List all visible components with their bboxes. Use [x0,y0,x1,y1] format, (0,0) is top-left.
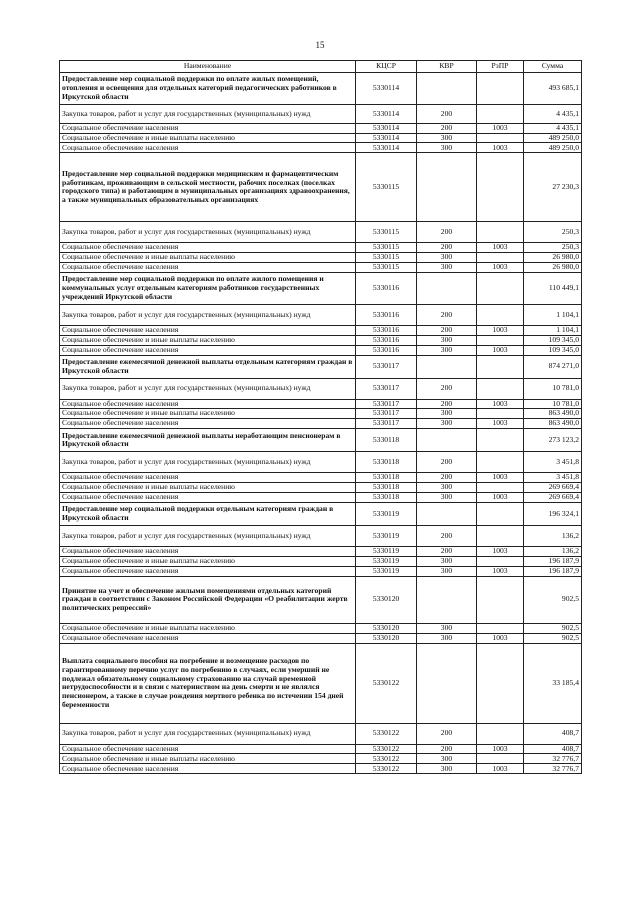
cell-kcsr: 5330118 [356,452,417,473]
cell-rzpr: 1003 [477,419,524,429]
cell-kvr: 200 [417,222,477,243]
cell-rzpr [477,754,524,764]
column-header-kvr: КВР [417,61,477,73]
cell-sum: 250,3 [524,222,582,243]
table-row [60,764,582,774]
cell-sum: 489 250,0 [524,143,582,153]
cell-name: Социальное обеспечение населения [60,764,356,774]
cell-name: Закупка товаров, работ и услуг для государственных (муниципальных) нужд [60,452,356,473]
cell-kcsr: 5330114 [356,73,417,105]
cell-sum: 408,7 [524,723,582,744]
cell-name: Социальное обеспечение населения [60,547,356,557]
cell-sum: 33 185,4 [524,643,582,723]
cell-sum: 1 104,1 [524,304,582,325]
cell-rzpr [477,253,524,263]
cell-rzpr: 1003 [477,566,524,576]
table-row [60,253,582,263]
table-row [60,124,582,134]
cell-rzpr: 1003 [477,764,524,774]
cell-rzpr [477,133,524,143]
cell-rzpr [477,429,524,452]
cell-name: Закупка товаров, работ и услуг для государственных (муниципальных) нужд [60,222,356,243]
cell-kvr [417,355,477,378]
cell-kvr: 300 [417,409,477,419]
table-row [60,623,582,633]
cell-rzpr [477,452,524,473]
page-number: 15 [315,40,325,50]
cell-rzpr [477,73,524,105]
cell-kcsr: 5330119 [356,556,417,566]
cell-kcsr: 5330116 [356,345,417,355]
cell-kcsr: 5330120 [356,623,417,633]
cell-rzpr: 1003 [477,124,524,134]
cell-kvr: 200 [417,526,477,547]
cell-kvr: 300 [417,623,477,633]
cell-rzpr: 1003 [477,243,524,253]
cell-name: Социальное обеспечение населения [60,124,356,134]
table-section-row [60,73,582,105]
cell-sum: 269 669,4 [524,493,582,503]
table-section-row [60,153,582,222]
cell-kcsr: 5330118 [356,493,417,503]
cell-sum: 110 449,1 [524,272,582,304]
table-row [60,566,582,576]
cell-kcsr: 5330122 [356,723,417,744]
cell-kvr [417,503,477,526]
cell-sum: 136,2 [524,526,582,547]
cell-rzpr [477,556,524,566]
cell-kvr: 200 [417,399,477,409]
cell-kcsr: 5330118 [356,473,417,483]
cell-name: Закупка товаров, работ и услуг для государственных (муниципальных) нужд [60,304,356,325]
cell-rzpr [477,643,524,723]
cell-kvr: 300 [417,764,477,774]
table-body [60,73,582,774]
cell-kvr: 300 [417,335,477,345]
cell-name: Выплата социального пособия на погребение и возмещение расходов по гарантированному перечню услуг по погребению в случаях, если умерший не подлежал обязательному социальному страхованию на случай временной нетрудоспособности и в связи с материнством на день смерти и не являлся пенсионером, а также в случае рождения мертвого ребенка по истечении 154 дней беременности [60,643,356,723]
column-header-rzpr: РзПР [477,61,524,73]
cell-kcsr: 5330120 [356,633,417,643]
cell-kvr [417,576,477,623]
cell-sum: 3 451,8 [524,452,582,473]
cell-kcsr: 5330114 [356,133,417,143]
cell-rzpr [477,526,524,547]
cell-sum: 863 490,0 [524,419,582,429]
table-section-row [60,272,582,304]
cell-rzpr: 1003 [477,325,524,335]
cell-name: Социальное обеспечение населения [60,399,356,409]
cell-rzpr: 1003 [477,263,524,273]
cell-sum: 273 123,2 [524,429,582,452]
cell-name: Закупка товаров, работ и услуг для государственных (муниципальных) нужд [60,723,356,744]
table-row [60,526,582,547]
cell-name: Социальное обеспечение и иные выплаты населению [60,253,356,263]
cell-rzpr: 1003 [477,143,524,153]
cell-kcsr: 5330117 [356,355,417,378]
cell-kvr: 300 [417,143,477,153]
cell-kcsr: 5330117 [356,399,417,409]
cell-name: Социальное обеспечение населения [60,473,356,483]
cell-rzpr [477,576,524,623]
table-row [60,473,582,483]
table-section-row [60,643,582,723]
cell-kvr: 200 [417,124,477,134]
cell-name: Предоставление мер социальной поддержки медицинским и фармацевтическим работникам, проживающим в сельской местности, рабочих поселках (поселках городского типа) и работающим в муниципальных организациях здравоохранения, а также муниципальных образовательных организациях [60,153,356,222]
cell-sum: 27 230,3 [524,153,582,222]
cell-kvr: 200 [417,547,477,557]
cell-rzpr [477,723,524,744]
cell-sum: 109 345,0 [524,345,582,355]
cell-sum: 902,5 [524,576,582,623]
table-section-row [60,429,582,452]
cell-sum: 196 187,9 [524,556,582,566]
cell-name: Социальное обеспечение населения [60,744,356,754]
cell-kcsr: 5330116 [356,272,417,304]
table-row [60,243,582,253]
cell-kcsr: 5330122 [356,764,417,774]
cell-sum: 26 980,0 [524,253,582,263]
cell-name: Социальное обеспечение населения [60,633,356,643]
cell-kcsr: 5330117 [356,378,417,399]
cell-sum: 269 669,4 [524,483,582,493]
table-row [60,105,582,124]
cell-sum: 136,2 [524,547,582,557]
cell-kvr: 200 [417,473,477,483]
table-row [60,483,582,493]
cell-kcsr: 5330115 [356,243,417,253]
cell-name: Социальное обеспечение и иные выплаты населению [60,623,356,633]
table-row [60,409,582,419]
cell-rzpr: 1003 [477,473,524,483]
cell-kvr: 300 [417,419,477,429]
cell-name: Предоставление ежемесячной денежной выплаты отдельным категориям граждан в Иркутской области [60,355,356,378]
cell-kcsr: 5330122 [356,744,417,754]
cell-kcsr: 5330122 [356,754,417,764]
cell-sum: 26 980,0 [524,263,582,273]
cell-rzpr: 1003 [477,547,524,557]
cell-name: Принятие на учет и обеспечение жилыми помещениями отдельных категорий граждан в соответствии с Законом Российской Федерации «О реабилитации жертв политических репрессий» [60,576,356,623]
cell-kcsr: 5330114 [356,124,417,134]
cell-rzpr: 1003 [477,633,524,643]
cell-kvr [417,73,477,105]
cell-rzpr [477,355,524,378]
column-header-name: Наименование [60,61,356,73]
cell-rzpr [477,623,524,633]
cell-kvr [417,272,477,304]
cell-kvr: 200 [417,325,477,335]
cell-sum: 32 776,7 [524,764,582,774]
cell-kcsr: 5330115 [356,222,417,243]
cell-kcsr: 5330122 [356,643,417,723]
cell-kcsr: 5330119 [356,547,417,557]
table-row [60,335,582,345]
cell-sum: 196 187,9 [524,566,582,576]
cell-name: Социальное обеспечение населения [60,566,356,576]
table-row [60,304,582,325]
cell-sum: 902,5 [524,633,582,643]
table-row [60,419,582,429]
cell-sum: 32 776,7 [524,754,582,764]
cell-sum: 3 451,8 [524,473,582,483]
cell-name: Социальное обеспечение населения [60,325,356,335]
cell-name: Социальное обеспечение и иные выплаты населению [60,133,356,143]
cell-name: Социальное обеспечение и иные выплаты населению [60,754,356,764]
cell-kvr [417,643,477,723]
cell-kcsr: 5330117 [356,409,417,419]
table-header-row [60,61,582,73]
cell-name: Социальное обеспечение населения [60,243,356,253]
cell-rzpr [477,153,524,222]
cell-name: Социальное обеспечение населения [60,143,356,153]
table-row [60,556,582,566]
cell-kvr: 300 [417,133,477,143]
cell-name: Закупка товаров, работ и услуг для государственных (муниципальных) нужд [60,105,356,124]
cell-rzpr: 1003 [477,744,524,754]
cell-name: Закупка товаров, работ и услуг для государственных (муниципальных) нужд [60,378,356,399]
cell-kvr: 200 [417,723,477,744]
table-row [60,633,582,643]
cell-rzpr [477,335,524,345]
cell-kvr: 300 [417,754,477,764]
cell-kvr: 300 [417,483,477,493]
table-section-row [60,576,582,623]
cell-kcsr: 5330115 [356,253,417,263]
cell-kcsr: 5330119 [356,526,417,547]
cell-kvr: 200 [417,452,477,473]
cell-sum: 109 345,0 [524,335,582,345]
table-row [60,222,582,243]
cell-name: Социальное обеспечение населения [60,345,356,355]
cell-rzpr: 1003 [477,345,524,355]
cell-rzpr: 1003 [477,493,524,503]
table-row [60,345,582,355]
table-row [60,325,582,335]
table-row [60,493,582,503]
cell-rzpr [477,105,524,124]
cell-kcsr: 5330114 [356,143,417,153]
cell-sum: 4 435,1 [524,105,582,124]
table-section-row [60,503,582,526]
cell-sum: 874 271,0 [524,355,582,378]
cell-rzpr [477,222,524,243]
cell-sum: 196 324,1 [524,503,582,526]
cell-kvr: 200 [417,304,477,325]
cell-kcsr: 5330117 [356,419,417,429]
cell-kcsr: 5330115 [356,153,417,222]
cell-name: Предоставление мер социальной поддержки по оплате жилого помещения и коммунальных услуг отдельным категориям работников государственных учреждений Иркутской области [60,272,356,304]
cell-kvr: 300 [417,345,477,355]
cell-sum: 493 685,1 [524,73,582,105]
cell-sum: 10 781,0 [524,399,582,409]
cell-kcsr: 5330114 [356,105,417,124]
cell-kvr [417,429,477,452]
cell-name: Социальное обеспечение и иные выплаты населению [60,483,356,493]
cell-name: Социальное обеспечение населения [60,263,356,273]
table-row [60,452,582,473]
cell-kcsr: 5330116 [356,304,417,325]
table-row [60,754,582,764]
cell-kcsr: 5330118 [356,429,417,452]
table-row [60,399,582,409]
column-header-kcsr: КЦСР [356,61,417,73]
table-row [60,378,582,399]
table-row [60,263,582,273]
cell-kvr: 300 [417,263,477,273]
cell-rzpr [477,272,524,304]
cell-name: Социальное обеспечение и иные выплаты населению [60,556,356,566]
table-section-row [60,355,582,378]
cell-kcsr: 5330115 [356,263,417,273]
cell-sum: 1 104,1 [524,325,582,335]
cell-sum: 10 781,0 [524,378,582,399]
cell-sum: 250,3 [524,243,582,253]
cell-kvr: 300 [417,566,477,576]
table-row [60,133,582,143]
cell-name: Социальное обеспечение и иные выплаты населению [60,409,356,419]
cell-sum: 4 435,1 [524,124,582,134]
cell-kcsr: 5330119 [356,566,417,576]
cell-kvr: 200 [417,243,477,253]
cell-kcsr: 5330118 [356,483,417,493]
cell-rzpr [477,503,524,526]
cell-kvr [417,153,477,222]
cell-name: Социальное обеспечение и иные выплаты населению [60,335,356,345]
cell-kcsr: 5330116 [356,335,417,345]
cell-kvr: 200 [417,744,477,754]
cell-name: Предоставление мер социальной поддержки по оплате жилых помещений, отопления и освещения для отдельных категорий педагогических работников в Иркутской области [60,73,356,105]
cell-name: Предоставление мер социальной поддержки отдельным категориям граждан в Иркутской области [60,503,356,526]
cell-name: Социальное обеспечение населения [60,493,356,503]
cell-name: Закупка товаров, работ и услуг для государственных (муниципальных) нужд [60,526,356,547]
table-row [60,744,582,754]
cell-kcsr: 5330120 [356,576,417,623]
column-header-sum: Сумма [524,61,582,73]
cell-name: Предоставление ежемесячной денежной выплаты неработающим пенсионерам в Иркутской области [60,429,356,452]
cell-rzpr [477,409,524,419]
cell-name: Социальное обеспечение населения [60,419,356,429]
table-row [60,143,582,153]
table-row [60,723,582,744]
cell-sum: 902,5 [524,623,582,633]
cell-kvr: 300 [417,633,477,643]
table-row [60,547,582,557]
cell-sum: 408,7 [524,744,582,754]
cell-rzpr [477,304,524,325]
cell-kcsr: 5330116 [356,325,417,335]
budget-table [59,60,582,774]
cell-kvr: 300 [417,253,477,263]
cell-kvr: 200 [417,105,477,124]
cell-rzpr: 1003 [477,399,524,409]
cell-kcsr: 5330119 [356,503,417,526]
cell-kvr: 200 [417,378,477,399]
cell-sum: 489 250,0 [524,133,582,143]
cell-sum: 863 490,0 [524,409,582,419]
cell-kvr: 300 [417,556,477,566]
cell-rzpr [477,378,524,399]
cell-kvr: 300 [417,493,477,503]
cell-rzpr [477,483,524,493]
